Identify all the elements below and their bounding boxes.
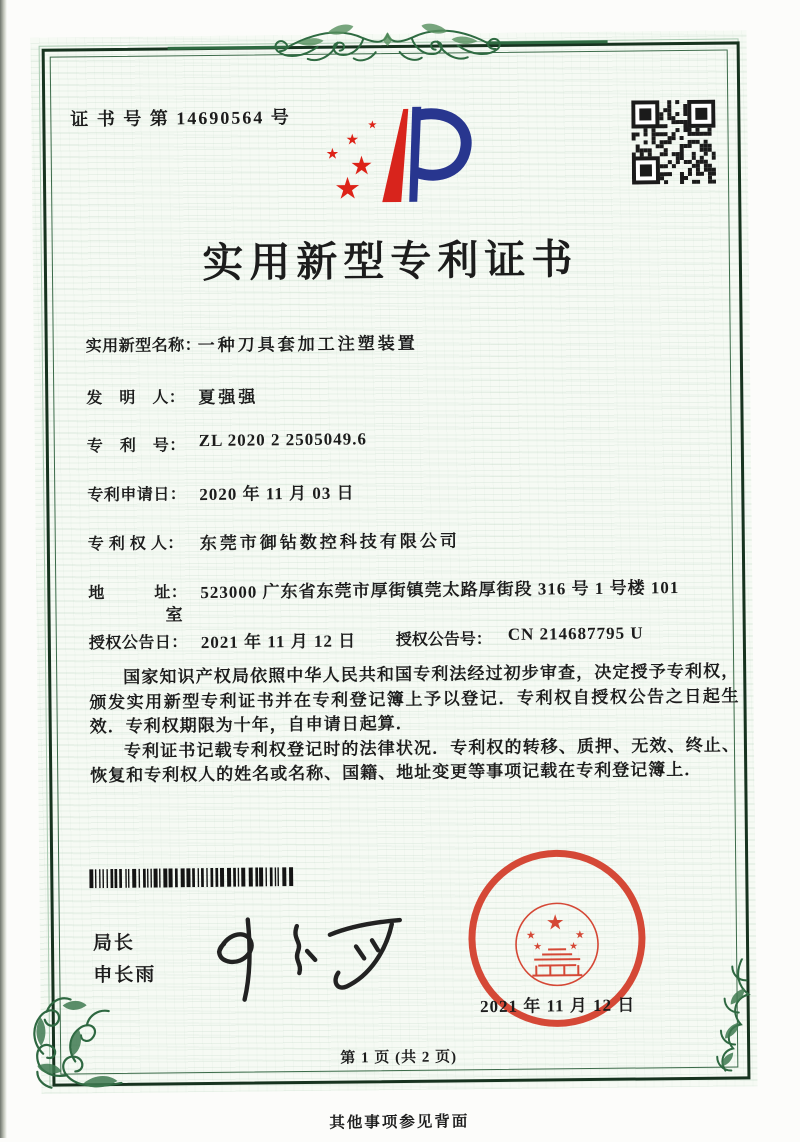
legal-paragraph-2: 专利证书记载专利权登记时的法律状况．专利权的转移、质押、无效、终止、恢复和专利权人的姓名或名称、国籍、地址变更等事项记载在专利登记簿上． [90,735,741,786]
qr-code-icon [631,100,716,185]
certificate-number: 证 书 号 第 14690564 号 [70,107,291,130]
photo-page-edge [0,0,7,1138]
field-label: 专 利 权 人： [87,535,184,554]
signature-handwritten-icon [193,893,419,1007]
svg-text:★: ★ [574,928,585,942]
field-value: 夏强强 [198,387,259,408]
page-number: 第 1 页 (共 2 页) [340,1049,458,1067]
svg-text:★: ★ [545,910,565,935]
field-value: 2020 年 11 月 03 日 [199,483,355,505]
svg-text:★: ★ [333,171,362,207]
legal-paragraph-1: 国家知识产权局依照中华人民共和国专利法经过初步审查，决定授予专利权，颁发实用新型专利证书并在专利登记簿上予以登记．专利权自授权公告之日起生效．专利权期限为十年，自申请日起算． [89,661,740,737]
field-value: 一种刀具套加工注塑装置 [197,333,418,356]
field-value: 2021 年 11 月 12 日 [200,631,357,653]
field-value-grant-number: CN 214687795 U [507,623,644,644]
field-label: 专利申请日： [87,486,187,505]
seal-date: 2021 年 11 月 12 日 [479,995,636,1017]
field-label: 地 址： [88,584,188,603]
back-side-note: 其他事项参见背面 [329,1113,470,1132]
field-value: 523000 广东省东莞市厚街镇莞太路厚街段 316 号 1 号楼 101 [200,578,680,603]
legal-statement [89,659,740,789]
svg-text:★: ★ [533,941,543,953]
field-label: 专 利 号： [86,437,186,456]
corner-ornament-bottom-left [17,991,128,1096]
svg-text:★: ★ [349,151,374,182]
barcode-icon [89,867,294,888]
field-value-line2: 室 [165,605,184,625]
top-flourish-ornament [167,10,608,79]
svg-text:★: ★ [525,928,536,942]
svg-text:★: ★ [569,941,579,953]
field-value: ZL 2020 2 2505049.6 [198,429,368,451]
officer-name: 申长雨 [93,964,157,987]
svg-text:★: ★ [345,130,360,149]
field-value: 东莞市御钻数控科技有限公司 [199,531,460,554]
field-label: 发 明 人： [86,389,186,408]
cnipa-logo-icon [323,95,476,211]
field-label-grant-number: 授权公告号： [395,631,492,650]
field-label: 实用新型名称： [85,337,202,356]
officer-role: 局长 [92,932,136,955]
svg-text:★: ★ [325,144,340,163]
certificate-title: 实用新型专利证书 [202,236,579,287]
svg-text:★: ★ [367,118,378,132]
field-label: 授权公告日： [88,634,188,653]
